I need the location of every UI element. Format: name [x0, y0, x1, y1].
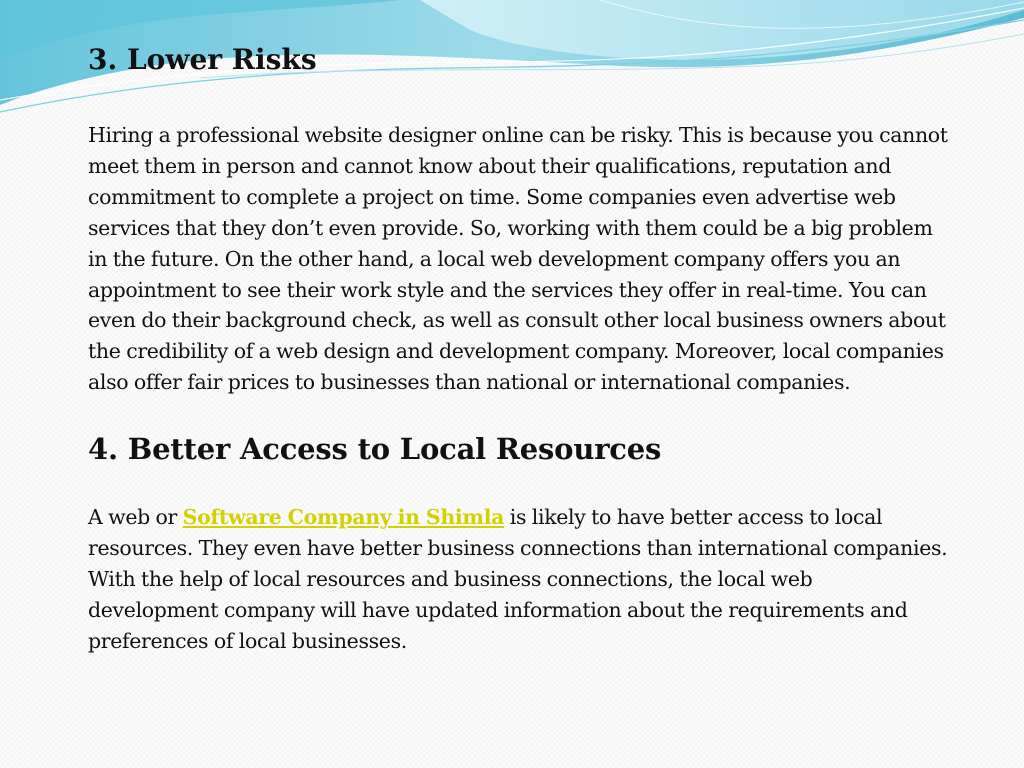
section-heading-lower-risks: 3. Lower Risks: [88, 43, 317, 76]
lower-risks-paragraph: Hiring a professional website designer online can be risky. This is because you cannot meet them in person and cannot know about their qualifications, reputation and commitment to complete a project on time. Some companies even advertise web services that they don’t even provide. So, working with them could be a big problem in the future. On the other hand, a local web development company offers you an appointment to see their work style and the services they offer in real-time. You can even do their background check, as well as consult other local business owners about the credibility of a web design and development company. Moreover, local companies also offer fair prices to businesses than national or international companies.: [88, 123, 948, 395]
local-resources-paragraph: [88, 502, 948, 657]
software-company-link[interactable]: Software Company in Shimla: [182, 505, 505, 530]
section-heading-local-resources: 4. Better Access to Local Resources: [88, 432, 662, 467]
paragraph-text-before-link: A web or: [88, 505, 183, 530]
paragraph-text-after-link: is likely to have better access to local resources. They even have better business connections than international companies. With the help of local resources and business connections, the local web development company will have updated information about the requirements and preferences of local businesses.: [88, 505, 948, 653]
slide-content: [88, 40, 948, 657]
